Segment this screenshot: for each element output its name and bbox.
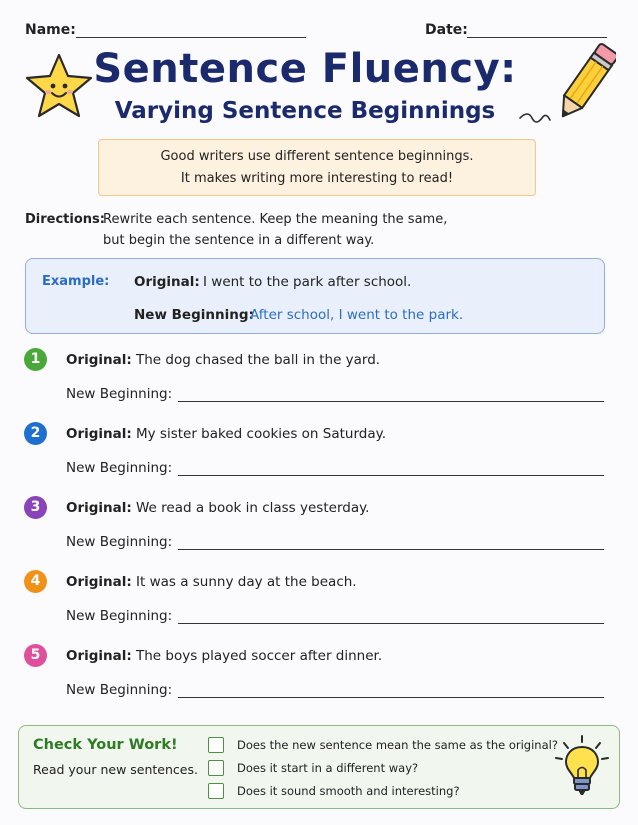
item-new-beginning-label: New Beginning: [66, 460, 173, 476]
item-number-badge: 3 [24, 496, 47, 519]
date-field[interactable] [467, 37, 607, 38]
item-number-badge: 4 [24, 570, 47, 593]
item-original-label: Original: [66, 352, 132, 368]
name-field[interactable] [76, 37, 306, 38]
checkbox-meaning[interactable] [208, 737, 224, 753]
item-answer-line[interactable] [178, 401, 604, 402]
intro-line-2: It makes writing more interesting to read! [180, 171, 454, 186]
item-original-label: Original: [66, 574, 132, 590]
item-original-text: My sister baked cookies on Saturday. [136, 426, 386, 442]
item-new-beginning-label: New Beginning: [66, 682, 173, 698]
item-original-label: Original: [66, 500, 132, 516]
name-label: Name: [25, 22, 76, 38]
checkbox-smooth[interactable] [208, 783, 224, 799]
example-new-label: New Beginning: [134, 307, 254, 323]
item-original-label: Original: [66, 426, 132, 442]
item-original-text: It was a sunny day at the beach. [136, 574, 357, 590]
example-new-text: After school, I went to the park. [250, 307, 464, 323]
example-original-text: I went to the park after school. [203, 274, 412, 290]
directions-line-1: Rewrite each sentence. Keep the meaning the same, [103, 212, 448, 227]
item-original-text: The dog chased the ball in the yard. [136, 352, 381, 368]
check-title: Check Your Work! [33, 737, 178, 753]
page-title: Sentence Fluency: [93, 46, 517, 92]
item-answer-line[interactable] [178, 697, 604, 698]
pencil-icon [516, 40, 616, 132]
check-question-2: Does it start in a different way? [237, 761, 419, 775]
intro-box [98, 139, 536, 196]
item-new-beginning-label: New Beginning: [66, 386, 173, 402]
lightbulb-icon [552, 734, 612, 800]
directions-label: Directions: [25, 212, 105, 227]
check-question-1: Does the new sentence mean the same as the original? [237, 738, 558, 752]
item-original-label: Original: [66, 648, 132, 664]
item-number-badge: 1 [24, 348, 47, 371]
intro-line-1: Good writers use different sentence beginnings. [160, 149, 474, 164]
checkbox-different-start[interactable] [208, 760, 224, 776]
item-number-badge: 2 [24, 422, 47, 445]
example-original-label: Original: [134, 274, 200, 290]
check-subtitle: Read your new sentences. [33, 762, 198, 777]
directions [25, 212, 105, 227]
item-answer-line[interactable] [178, 475, 604, 476]
example-label: Example: [42, 274, 110, 289]
item-answer-line[interactable] [178, 623, 604, 624]
item-original-text: We read a book in class yesterday. [136, 500, 370, 516]
item-answer-line[interactable] [178, 549, 604, 550]
item-original-text: The boys played soccer after dinner. [136, 648, 383, 664]
date-label: Date: [425, 22, 468, 38]
directions-line-2: but begin the sentence in a different way. [103, 233, 375, 248]
item-new-beginning-label: New Beginning: [66, 534, 173, 550]
item-number-badge: 5 [24, 644, 47, 667]
page-subtitle: Varying Sentence Beginnings [114, 98, 496, 124]
check-question-3: Does it sound smooth and interesting? [237, 784, 460, 798]
item-new-beginning-label: New Beginning: [66, 608, 173, 624]
